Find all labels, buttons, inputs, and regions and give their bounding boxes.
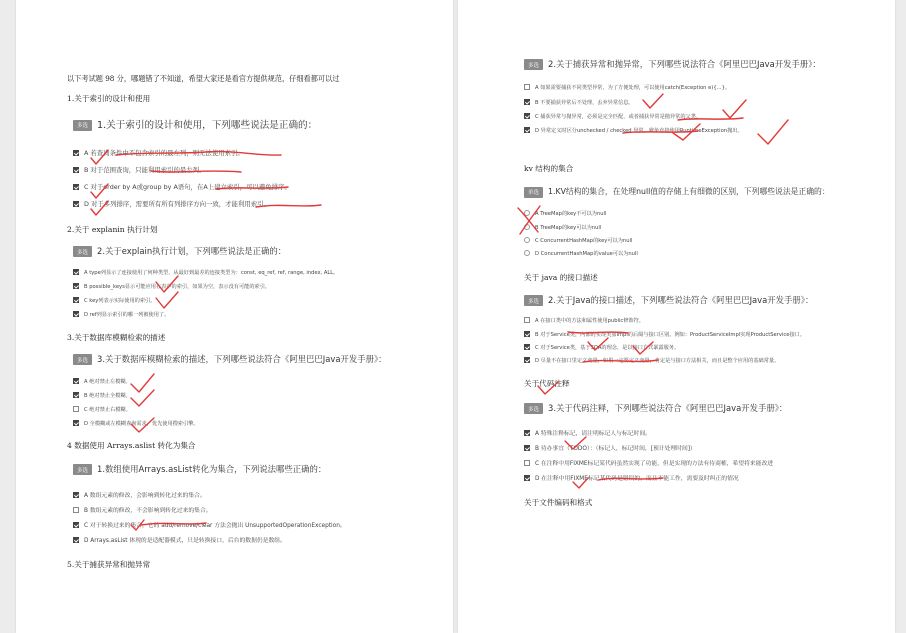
checkbox-checked[interactable] <box>73 537 79 543</box>
radio-button[interactable] <box>524 250 530 256</box>
checkbox-checked[interactable] <box>524 344 530 350</box>
checkbox-checked[interactable] <box>524 445 530 451</box>
section-heading: 关于文件编码和格式 <box>524 498 593 507</box>
checkbox-checked[interactable] <box>73 201 79 207</box>
option-item[interactable]: C 在注释中用FIXME标记某代码虽然实现了功能，但是实现的方法有待商榷，希望将来能改进 <box>524 458 773 467</box>
checkbox-checked[interactable] <box>73 167 79 173</box>
checkbox-checked[interactable] <box>73 392 79 398</box>
checkbox-checked[interactable] <box>73 522 79 528</box>
question-title <box>524 186 830 198</box>
ink-checkmark <box>156 292 178 308</box>
option-item[interactable]: B possible_keys显示可能应用在表中的索引，如果为空，表示没有可能的索引。 <box>73 283 270 290</box>
question-type-badge: 多选 <box>524 295 543 306</box>
checkbox-checked[interactable] <box>524 99 530 105</box>
checkbox-checked[interactable] <box>73 378 79 384</box>
option-item[interactable]: C 对于转换过来的集合，它的 add/remove/clear 方法会抛出 UnsupportedOperationException。 <box>73 520 346 529</box>
question-type-badge: 多选 <box>73 120 92 131</box>
checkbox-checked[interactable] <box>73 297 79 303</box>
radio-button[interactable] <box>524 224 530 230</box>
checkbox-checked[interactable] <box>73 150 79 156</box>
section-heading: 3.关于数据库模糊检索的描述 <box>67 333 166 342</box>
option-item[interactable]: C 对于Service类，基于SOA的理念，是以接口方式暴露服务。 <box>524 344 679 351</box>
option-item[interactable]: B 待办事宜（TODO）：（标记人，标记时间，[预计处理时间]） <box>524 443 696 452</box>
question-text: 2.关于explain执行计划，下列哪些说法是正确的： <box>97 246 287 256</box>
section-heading: 1.关于索引的设计和使用 <box>67 94 151 103</box>
radio-button[interactable] <box>524 210 530 216</box>
option-item[interactable]: A 数组元素的修改，会影响到转化过来的集合。 <box>73 490 206 499</box>
question-type-badge: 多选 <box>73 246 92 257</box>
checkbox-checked[interactable] <box>524 430 530 436</box>
checkbox-unchecked[interactable] <box>73 507 79 513</box>
option-item[interactable]: D 尽量不在接口里定义变量，如果一定要定义变量，肯定是与接口方法相关，而且是整个应用的基础常量。 <box>524 357 779 364</box>
checkbox-checked[interactable] <box>73 311 79 317</box>
checkbox-checked[interactable] <box>73 269 79 275</box>
option-item[interactable]: A 在接口类中的方法和属性使用public修饰符。 <box>524 317 644 324</box>
section-heading: 关于代码注释 <box>524 379 570 388</box>
option-item[interactable]: D ConcurrentHashMap的value可以为null <box>524 250 638 257</box>
question-text: 2.关于捕获异常和抛异常，下列哪些说法符合《阿里巴巴Java开发手册》： <box>548 59 821 69</box>
right-page <box>458 0 895 633</box>
option-item[interactable]: B 对于Service类，内部的实现类加Impl的后缀与接口区别。例如：ProductServiceImpl实现ProductService接口。 <box>524 331 805 338</box>
question-text: 3.关于数据库模糊检索的描述，下列哪些说法符合《阿里巴巴Java开发手册》： <box>97 354 387 364</box>
option-item[interactable]: B 不要捕获异常后不处理，丢弃异常信息。 <box>524 99 634 106</box>
checkbox-checked[interactable] <box>73 492 79 498</box>
option-item[interactable]: A 若查询条件中不包含索引的最左列，则无法使用索引。 <box>73 148 244 157</box>
option-item[interactable]: A 如果需要捕获不同类型异常，为了方便处理，可以使用catch(Exception e){...}。 <box>524 84 730 91</box>
question-type-badge: 单选 <box>524 187 543 198</box>
intro-text: 以下考试题 98 分，哪题错了不知道，希望大家还是看官方提供规范，仔细看都可以过 <box>67 74 340 83</box>
option-item[interactable]: A TreeMap的key不可以为null <box>524 210 606 217</box>
option-item[interactable]: C ConcurrentHashMap的key可以为null <box>524 237 632 244</box>
question-text: 2.关于Java的接口描述，下列哪些说法符合《阿里巴巴Java开发手册》： <box>548 295 814 305</box>
option-item[interactable]: B 绝对禁止全模糊。 <box>73 392 131 399</box>
question-type-badge: 多选 <box>524 403 543 414</box>
section-heading: 2.关于 explanin 执行计划 <box>67 225 158 234</box>
option-item[interactable]: C 绝对禁止右模糊。 <box>73 406 131 413</box>
checkbox-checked[interactable] <box>524 475 530 481</box>
option-item[interactable]: C key列表示实际使用的索引。 <box>73 297 155 304</box>
ink-checkmark <box>131 374 154 392</box>
option-item[interactable]: D ref列显示索引的哪一列被使用了。 <box>73 311 169 318</box>
section-heading: 关于 java 的接口描述 <box>524 273 598 282</box>
option-item[interactable]: D 对于多列排序，需要所有所有列排序方向一致，才能利用索引。 <box>73 199 270 208</box>
radio-button[interactable] <box>524 237 530 243</box>
question-title <box>73 245 286 257</box>
question-title <box>73 117 317 131</box>
option-item[interactable]: D Arrays.asList 体现的是适配器模式，只是转换接口，后台的数据仍是数组。 <box>73 535 286 544</box>
question-title <box>73 463 326 475</box>
checkbox-unchecked[interactable] <box>524 84 530 90</box>
option-item[interactable]: D 异常定义时区分unchecked / checked 异常，避免直接使用RuntimeException抛出。 <box>524 127 743 134</box>
question-type-badge: 多选 <box>73 464 92 475</box>
checkbox-checked[interactable] <box>524 113 530 119</box>
checkbox-unchecked[interactable] <box>524 317 530 323</box>
section-heading: kv 结构的集合 <box>524 164 574 173</box>
ink-checkmark <box>131 390 154 406</box>
question-title <box>524 402 787 414</box>
question-text: 1.数组使用Arrays.asList转化为集合，下列说法哪些正确的： <box>97 464 327 474</box>
checkbox-checked[interactable] <box>73 184 79 190</box>
checkbox-checked[interactable] <box>524 331 530 337</box>
question-text: 3.关于代码注释，下列哪些说法符合《阿里巴巴Java开发手册》： <box>548 403 788 413</box>
checkbox-unchecked[interactable] <box>524 460 530 466</box>
option-item[interactable]: C 捕获异常与抛异常，必须是完全匹配，或者捕获异常是抛异常的父类。 <box>524 113 701 120</box>
option-item[interactable]: A 特殊注释标记，请注明标记人与标记时间。 <box>524 428 651 437</box>
option-item[interactable]: B 对于范围查询，只能利用索引的最左列。 <box>73 165 205 174</box>
question-type-badge: 多选 <box>73 354 92 365</box>
option-item[interactable]: D 在注释中用FIXME标记某代码是错误的，而且不能工作，需要及时纠正的情况 <box>524 473 739 482</box>
question-type-badge: 多选 <box>524 59 543 70</box>
question-title <box>73 353 387 365</box>
checkbox-checked[interactable] <box>524 357 530 363</box>
question-text: 1.KV结构的集合，在处理null值的存储上有细微的区别，下列哪些说法是正确的： <box>548 187 830 196</box>
ink-checkmark <box>758 120 788 144</box>
question-title <box>524 58 821 70</box>
ink-checkmark <box>723 100 746 118</box>
question-text: 1.关于索引的设计和使用，下列哪些说法是正确的： <box>97 120 318 131</box>
checkbox-checked[interactable] <box>73 283 79 289</box>
checkbox-checked[interactable] <box>73 420 79 426</box>
option-item[interactable]: A 绝对禁止左模糊。 <box>73 378 131 385</box>
section-heading: 5.关于捕获异常和抛异常 <box>67 560 151 569</box>
option-item[interactable]: D 全模糊或左模糊查询需求，优先使用搜索引擎。 <box>73 420 199 427</box>
question-title <box>524 294 813 306</box>
left-page <box>16 0 453 633</box>
section-heading: 4 数据使用 Arrays.aslist 转化为集合 <box>67 441 196 450</box>
option-item[interactable]: B TreeMap的key可以为null <box>524 224 601 231</box>
option-item[interactable]: A type列显示了连接使用了何种类型，从最好到最差的连接类型为：const, eq_ref, ref, range, index, ALL。 <box>73 269 338 276</box>
checkbox-unchecked[interactable] <box>73 406 79 412</box>
checkbox-checked[interactable] <box>524 127 530 133</box>
option-item[interactable]: B 数组元素的修改，不会影响到转化过来的集合。 <box>73 505 212 514</box>
ink-checkmark <box>643 94 663 108</box>
option-item[interactable]: C 对于order by A或group by A语句，在A上建立索引，可以避免排序。 <box>73 182 291 191</box>
